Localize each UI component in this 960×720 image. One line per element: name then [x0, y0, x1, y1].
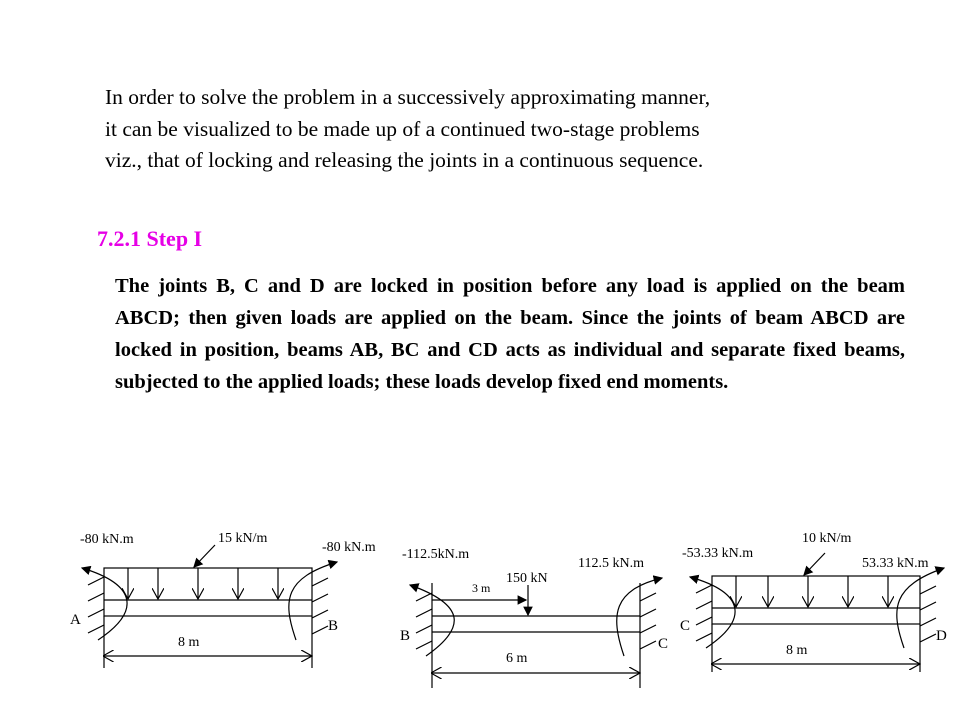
cd-left-joint: C [680, 618, 691, 634]
bc-right-joint: C [658, 636, 669, 652]
beam-bc-diagram [410, 578, 662, 688]
beam-ab-diagram [82, 545, 337, 668]
bc-left-joint: B [400, 628, 411, 644]
section-heading: 7.2.1 Step I [97, 226, 203, 251]
cd-load: 10 kN/m [802, 531, 852, 546]
cd-span: 8 m [786, 643, 808, 658]
bc-span: 6 m [506, 651, 528, 666]
bc-right-moment: 112.5 kN.m [578, 556, 644, 571]
ab-right-moment: -80 kN.m [322, 540, 376, 555]
cd-right-joint: D [936, 628, 947, 644]
bc-left-moment: -112.5kN.m [402, 547, 470, 562]
cd-left-moment: -53.33 kN.m [682, 546, 754, 561]
ab-left-moment: -80 kN.m [80, 532, 134, 547]
ab-span: 8 m [178, 635, 200, 650]
intro-line: it can be visualized to be made up of a continued two-stage problems [105, 116, 700, 141]
bc-load: 150 kN [506, 571, 548, 586]
ab-right-joint: B [328, 618, 339, 634]
ab-left-joint: A [70, 612, 81, 628]
intro-line: viz., that of locking and releasing the joints in a continuous sequence. [105, 148, 704, 172]
bc-load-distance: 3 m [472, 581, 491, 595]
cd-right-moment: 53.33 kN.m [862, 556, 929, 571]
section-body: The joints B, C and D are locked in position before any load is applied on the beam ABCD; then given loads are applied on the beam. Since the joints of beam ABCD are locked in position, beams AB, BC and CD acts as individual and separate fixed beams, subjected to the applied loads; these loads develop fixed end moments. [115, 275, 905, 393]
ab-load: 15 kN/m [218, 531, 268, 546]
intro-line: In order to solve the problem in a successively approximating manner, [105, 85, 711, 109]
